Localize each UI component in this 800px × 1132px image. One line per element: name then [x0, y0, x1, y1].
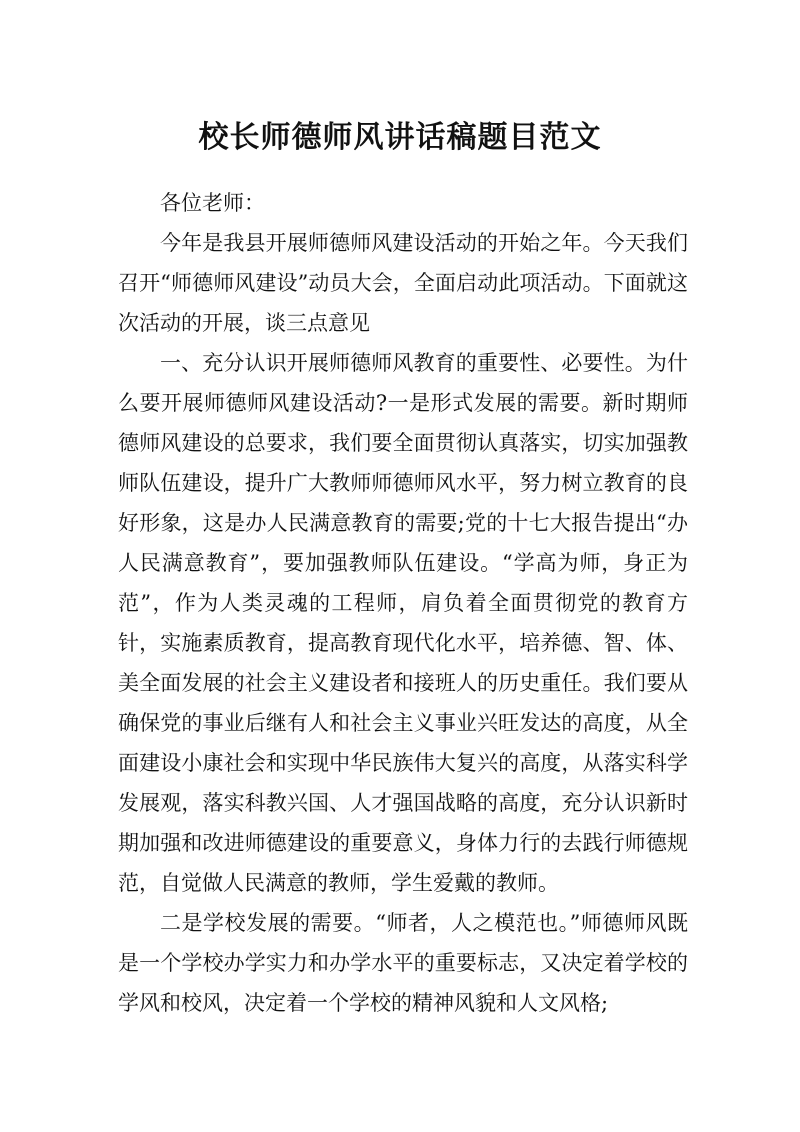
paragraph-point-one: 一、充分认识开展师德师风教育的重要性、必要性。为什么要开展师德师风建设活动?一是形式发展的需要。新时期师德师风建设的总要求，我们要全面贯彻认真落实，切实加强教师队伍建设，提升广大教师师德师风水平，努力树立教育的良好形象，这是办人民满意教育的需要;党的十七大报告提出“办人民满意教育”，要加强教师队伍建设。“学高为师，身正为范”，作为人类灵魂的工程师，肩负着全面贯彻党的教育方针，实施素质教育，提高教育现代化水平，培养德、智、体、美全面发展的社会主义建设者和接班人的历史重任。我们要从确保党的事业后继有人和社会主义事业兴旺发达的高度，从全面建设小康社会和实现中华民族伟大复兴的高度，从落实科学发展观，落实科教兴国、人才强国战略的高度，充分认识新时期加强和改进师德建设的重要意义，身体力行的去践行师德规范，自觉做人民满意的教师，学生爱戴的教师。 [118, 351, 688, 895]
paragraph-greeting: 各位老师： [160, 191, 265, 215]
document-title: 校长师德师风讲话稿题目范文 [198, 120, 602, 156]
paragraph-point-two: 二是学校发展的需要。“师者，人之模范也。”师德师风既是一个学校办学实力和办学水平的重要标志，又决定着学校的学风和校风，决定着一个学校的精神风貌和人文风格; [118, 911, 688, 1015]
document-body [118, 183, 688, 1023]
paragraph-intro: 今年是我县开展师德师风建设活动的开始之年。今天我们召开“师德师风建设”动员大会，全面启动此项活动。下面就这次活动的开展，谈三点意见 [118, 231, 688, 335]
